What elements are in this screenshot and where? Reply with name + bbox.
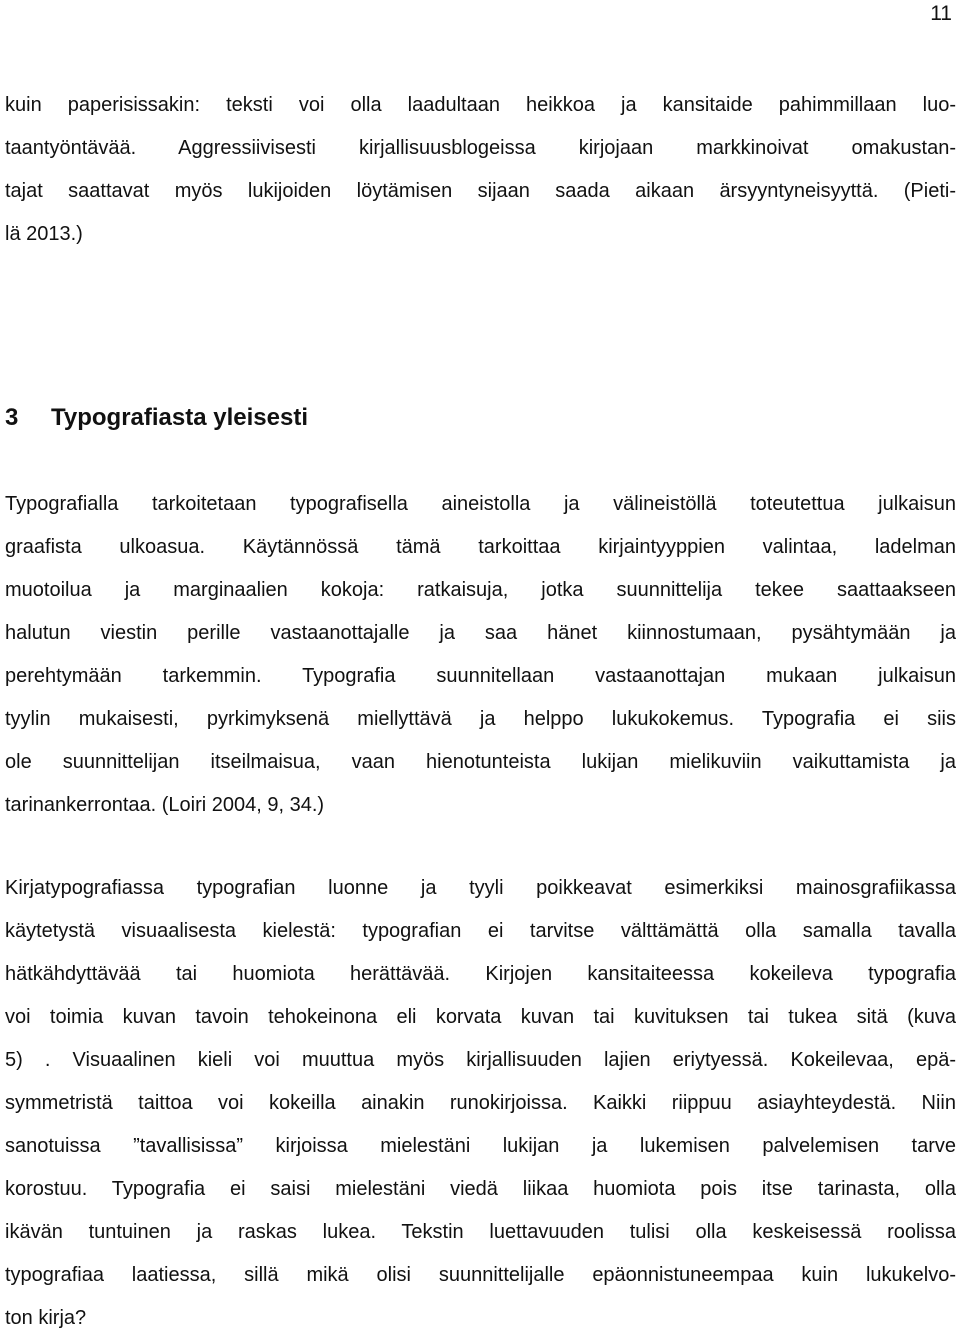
- paragraph-line: tajat saattavat myös lukijoiden löytämisen sijaan saada aikaan ärsyyntyneisyyttä. (Pieti-: [5, 180, 956, 202]
- paragraph-line: Kirjatypografiassa typografian luonne ja tyyli poikkeavat esimerkiksi mainosgrafiikassa: [5, 877, 956, 899]
- paragraph-line: käytetystä visuaalisesta kielestä: typografian ei tarvitse välttämättä olla samalla tavalla: [5, 920, 956, 942]
- paragraph-2: [5, 483, 956, 827]
- paragraph-3: [5, 867, 956, 1340]
- paragraph-line: perehtymään tarkemmin. Typografia suunnitellaan vastaanottajan mukaan julkaisun: [5, 665, 956, 687]
- paragraph-line: symmetristä taittoa voi kokeilla ainakin runokirjoissa. Kaikki riippuu asiayhteydestä. Niin: [5, 1092, 956, 1114]
- paragraph-line: 5) . Visuaalinen kieli voi muuttua myös kirjallisuuden lajien eriytyessä. Kokeilevaa, epä-: [5, 1049, 956, 1071]
- paragraph-line: lä 2013.): [5, 223, 83, 245]
- paragraph-line: ton kirja?: [5, 1307, 87, 1329]
- paragraph-line: muotoilua ja marginaalien kokoja: ratkaisuja, jotka suunnittelija tekee saattaakseen: [5, 579, 956, 601]
- page-number: 11: [930, 2, 952, 25]
- paragraph-line: hätkähdyttävää tai huomiota herättävää. Kirjojen kansitaiteessa kokeileva typografia: [5, 963, 956, 985]
- paragraph-line: sanotuissa ”tavallisissa” kirjoissa mielestäni lukijan ja lukemisen palvelemisen tarve: [5, 1135, 956, 1157]
- paragraph-line: Typografialla tarkoitetaan typografisella aineistolla ja välineistöllä toteutettua julkaisun: [5, 493, 956, 515]
- paragraph-line: ikävän tuntuinen ja raskas lukea. Tekstin luettavuuden tulisi olla keskeisessä roolissa: [5, 1221, 956, 1243]
- paragraph-line: voi toimia kuvan tavoin tehokeinona eli korvata kuvan tai kuvituksen tai tukea sitä (kuva: [5, 1006, 956, 1028]
- paragraph-line: halutun viestin perille vastaanottajalle ja saa hänet kiinnostumaan, pysähtymään ja: [5, 622, 956, 644]
- paragraph-line: taantyöntävää. Aggressiivisesti kirjallisuusblogeissa kirjojaan markkinoivat omakustan-: [5, 137, 956, 159]
- section-heading: [5, 402, 308, 434]
- paragraph-line: graafista ulkoasua. Käytännössä tämä tarkoittaa kirjaintyyppien valintaa, ladelman: [5, 536, 956, 558]
- paragraph-line: korostuu. Typografia ei saisi mielestäni viedä liikaa huomiota pois itse tarinasta, olla: [5, 1178, 956, 1200]
- section-number: 3: [5, 404, 19, 431]
- paragraph-1: [5, 84, 956, 256]
- paragraph-line: tarinankerrontaa. (Loiri 2004, 9, 34.): [5, 794, 325, 816]
- paragraph-line: ole suunnittelijan itseilmaisua, vaan hienotunteista lukijan mielikuviin vaikuttamista ja: [5, 751, 956, 773]
- paragraph-line: typografiaa laatiessa, sillä mikä olisi suunnittelijalle epäonnistuneempaa kuin lukukelvo-: [5, 1264, 956, 1286]
- paragraph-line: tyylin mukaisesti, pyrkimyksenä miellyttävä ja helppo lukukokemus. Typografia ei siis: [5, 708, 956, 730]
- section-title: Typografiasta yleisesti: [51, 404, 308, 431]
- paragraph-line: kuin paperisissakin: teksti voi olla laadultaan heikkoa ja kansitaide pahimmillaan luo-: [5, 94, 956, 116]
